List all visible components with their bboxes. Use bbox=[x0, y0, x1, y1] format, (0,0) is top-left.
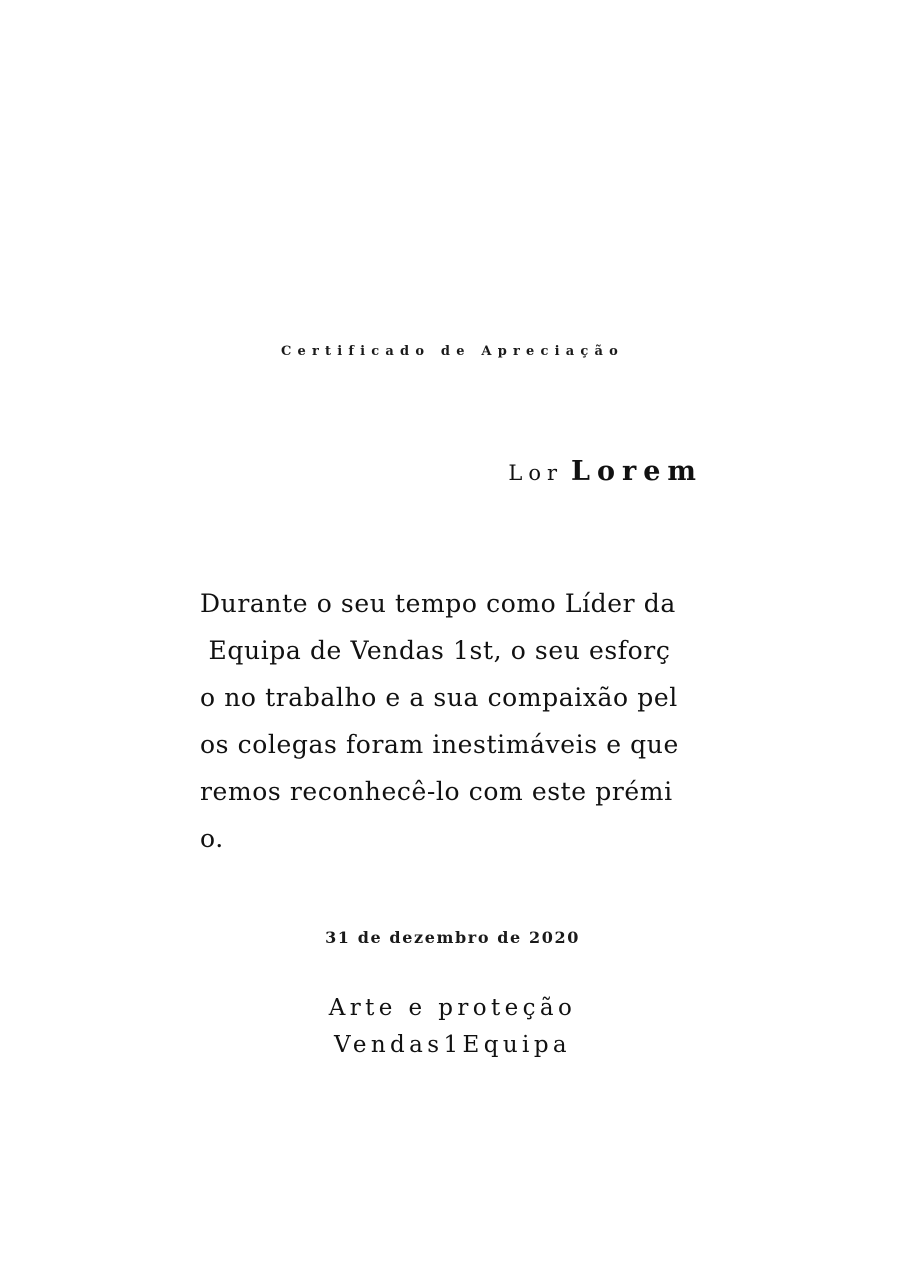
body-line: o no trabalho e a sua compaixão pel bbox=[200, 683, 678, 712]
certificate-body bbox=[200, 580, 710, 862]
recipient-name: Lorem bbox=[571, 456, 703, 487]
body-line: Equipa de Vendas 1st, o seu esforç bbox=[200, 636, 671, 665]
body-line: o. bbox=[200, 824, 224, 853]
recipient-prefix: Lor bbox=[508, 461, 564, 485]
body-line: os colegas foram inestimáveis e que bbox=[200, 730, 679, 759]
signature-block bbox=[0, 990, 905, 1064]
signature-line: Vendas1Equipa bbox=[333, 1032, 572, 1058]
recipient-name-block bbox=[508, 456, 703, 487]
body-line: remos reconhecê-lo com este prémi bbox=[200, 777, 673, 806]
certificate-date: 31 de dezembro de 2020 bbox=[325, 928, 580, 947]
certificate-title: Certificado de Apreciação bbox=[280, 344, 625, 359]
signature-line: Arte e proteção bbox=[328, 995, 577, 1021]
body-line: Durante o seu tempo como Líder da bbox=[200, 589, 676, 618]
